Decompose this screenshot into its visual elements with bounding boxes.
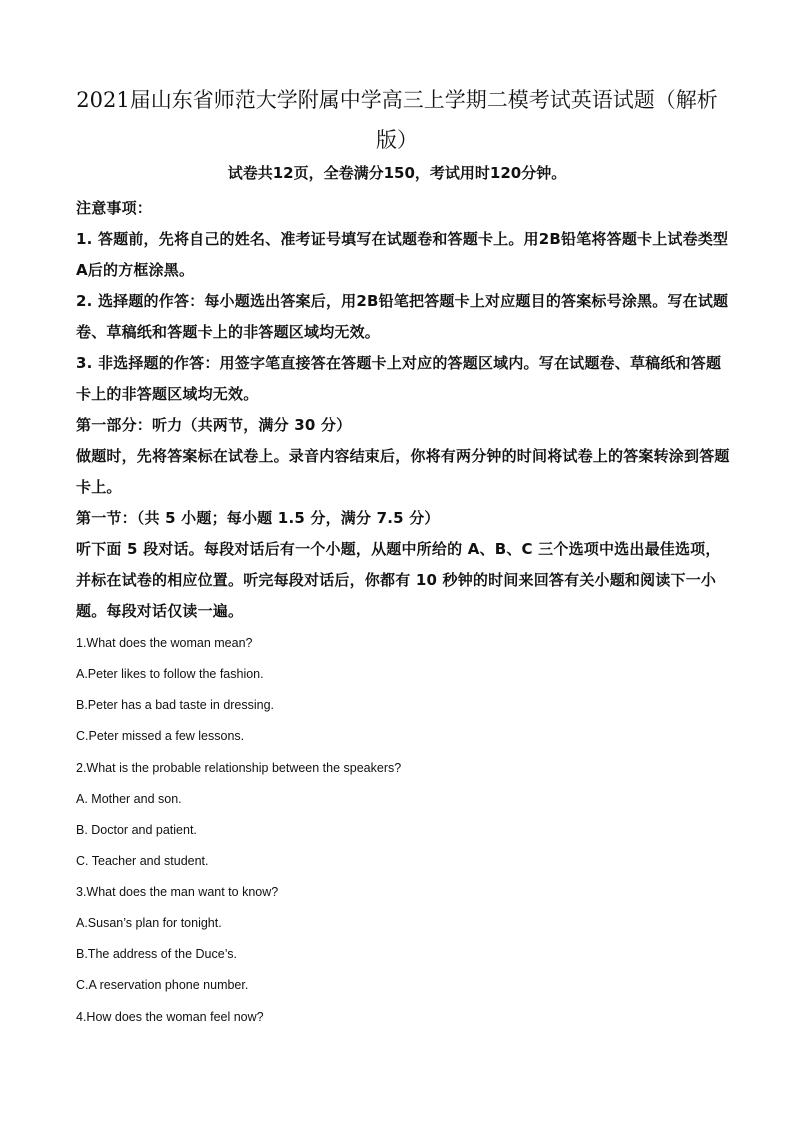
exam-info: 试卷共12页，全卷满分150，考试用时120分钟。	[227, 164, 567, 182]
part1-instruction: 做题时，先将答案标在试卷上。录音内容结束后，你将有两分钟的时间将试卷上的答案转涂到答题卡上。	[76, 447, 730, 496]
question-3-option-c: C.A reservation phone number.	[76, 978, 249, 992]
question-1-option-b: B.Peter has a bad taste in dressing.	[76, 698, 275, 712]
question-1-option-a: A.Peter likes to follow the fashion.	[76, 667, 264, 681]
question-2-option-b: B. Doctor and patient.	[76, 823, 197, 837]
question-2-option-c: C. Teacher and student.	[76, 854, 209, 868]
part1-heading: 第一部分：听力（共两节，满分 30 分）	[76, 416, 352, 434]
notice-item-1: 1. 答题前，先将自己的姓名、准考证号填写在试题卷和答题卡上。用2B铅笔将答题卡上试卷类型A后的方框涂黑。	[76, 230, 729, 279]
notice-item-2: 2. 选择题的作答：每小题选出答案后，用2B铅笔把答题卡上对应题目的答案标号涂黑。写在试题卷、草稿纸和答题卡上的非答题区域均无效。	[76, 292, 729, 341]
document-title: 2021届山东省师范大学附属中学高三上学期二模考试英语试题（解析版）	[76, 88, 718, 152]
question-3-option-b: B.The address of the Duce’s.	[76, 947, 237, 961]
notice-item-3: 3. 非选择题的作答：用签字笔直接答在答题卡上对应的答题区域内。写在试题卷、草稿纸和答题卡上的非答题区域均无效。	[76, 354, 722, 403]
question-1: 1.What does the woman mean?	[76, 636, 253, 650]
question-3: 3.What does the man want to know?	[76, 885, 279, 899]
question-1-option-c: C.Peter missed a few lessons.	[76, 729, 245, 743]
section1-heading: 第一节：（共 5 小题；每小题 1.5 分，满分 7.5 分）	[76, 509, 440, 527]
question-4: 4.How does the woman feel now?	[76, 1010, 264, 1024]
question-2-option-a: A. Mother and son.	[76, 792, 182, 806]
notice-heading: 注意事项：	[76, 199, 153, 217]
question-3-option-a: A.Susan’s plan for tonight.	[76, 916, 222, 930]
section1-instruction: 听下面 5 段对话。每段对话后有一个小题，从题中所给的 A、B、C 三个选项中选出最佳选项， 并标在试卷的相应位置。听完每段对话后，你都有 10 秒钟的时间来回答有关小题和阅读下一小题。每段对话仅读一遍。	[76, 540, 721, 620]
question-2: 2.What is the probable relationship between the speakers?	[76, 761, 402, 775]
